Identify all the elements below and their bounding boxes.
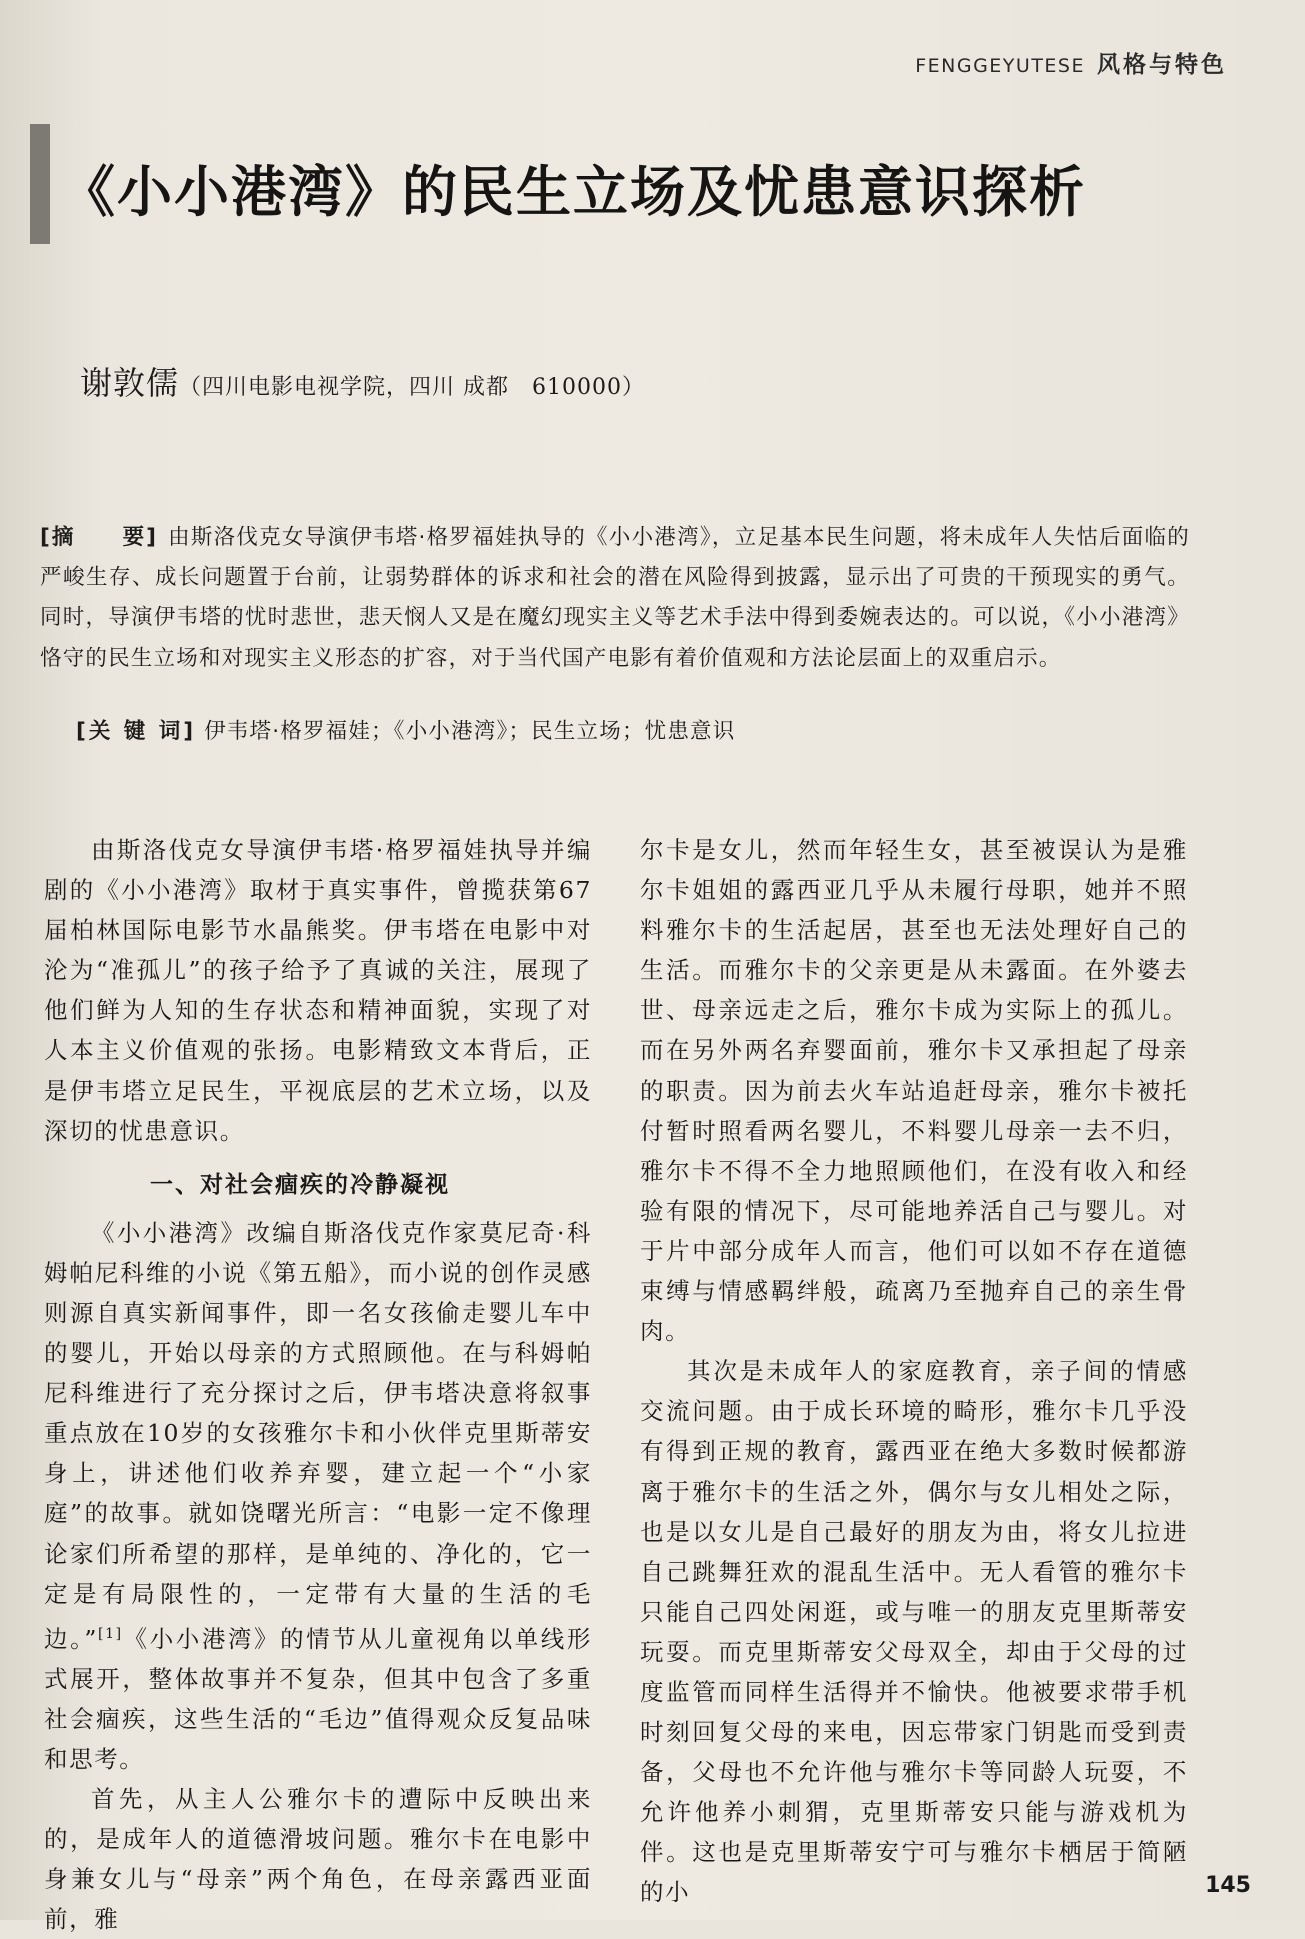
keywords-label: [关 键 词]: [76, 719, 197, 744]
paragraph-text: 《小小港湾》改编自斯洛伐克作家莫尼奇·科姆帕尼科维的小说《第五船》，而小说的创作灵感则源自真实新闻事件，即一名女孩偷走婴儿车中的婴儿，开始以母亲的方式照顾他。在与科姆帕尼科维进行了充分探讨之后，伊韦塔决意将叙事重点放在10岁的女孩雅尔卡和小伙伴克里斯蒂安身上，讲述他们收养弃婴，建立起一个“小家庭”的故事。就如饶曙光所言：“电影一定不像理论家们所希望的那样，是单纯的、净化的，它一定是有局限性的，一定带有大量的生活的毛边。”: [44, 1218, 592, 1653]
citation-marker: [1]: [98, 1625, 123, 1642]
page-number: 145: [1205, 1873, 1251, 1898]
keywords-text: 伊韦塔·格罗福娃；《小小港湾》；民生立场；忧患意识: [204, 719, 736, 744]
section-name-latin: FENGGEYUTESE: [915, 55, 1085, 77]
section-name-chinese: 风格与特色: [1097, 52, 1227, 78]
keywords: [76, 714, 1196, 745]
body-paragraph: [44, 1213, 592, 1779]
paragraph-text: 《小小港湾》的情节从儿童视角以单线形式展开，整体故事并不复杂，但其中包含了多重社会痼疾，这些生活的“毛边”值得观众反复品味和思考。: [44, 1624, 592, 1773]
author-name: 谢敦儒: [80, 364, 180, 402]
section-header: [915, 46, 1227, 79]
abstract-text: 由斯洛伐克女导演伊韦塔·格罗福娃执导的《小小港湾》，立足基本民生问题，将未成年人失怙后面临的严峻生存、成长问题置于台前，让弱势群体的诉求和社会的潜在风险得到披露，显示出了可贵的干预现实的勇气。同时，导演伊韦塔的忧时悲世，悲天悯人又是在魔幻现实主义等艺术手法中得到委婉表达的。可以说，《小小港湾》恪守的民生立场和对现实主义形态的扩容，对于当代国产电影有着价值观和方法论层面上的双重启示。: [40, 525, 1191, 671]
article-title: 《小小港湾》的民生立场及忧患意识探析: [60, 160, 1087, 224]
body-paragraph: 其次是未成年人的家庭教育，亲子间的情感交流问题。由于成长环境的畸形，雅尔卡几乎没有得到正规的教育，露西亚在绝大多数时候都游离于雅尔卡的生活之外，偶尔与女儿相处之际，也是以女儿是自己最好的朋友为由，将女儿拉进自己跳舞狂欢的混乱生活中。无人看管的雅尔卡只能自己四处闲逛，或与唯一的朋友克里斯蒂安玩耍。而克里斯蒂安父母双全，却由于父母的过度监管而同样生活得并不愉快。他被要求带手机时刻回复父母的来电，因忘带家门钥匙而受到责备，父母也不允许他与雅尔卡等同龄人玩耍，不允许他养小刺猬，克里斯蒂安只能与游戏机为伴。这也是克里斯蒂安宁可与雅尔卡栖居于简陋的小: [640, 1357, 1188, 1907]
abstract: [40, 518, 1190, 679]
right-column: [640, 830, 1188, 1913]
section-heading: 一、对社会痼疾的冷静凝视: [150, 1171, 450, 1198]
body-paragraph: 由斯洛伐克女导演伊韦塔·格罗福娃执导并编剧的《小小港湾》取材于真实事件，曾揽获第67届柏林国际电影节水晶熊奖。伊韦塔在电影中对沦为“准孤儿”的孩子给予了真诚的关注，展现了他们鲜为人知的生存状态和精神面貌，实现了对人本主义价值观的张扬。电影精致文本背后，正是伊韦塔立足民生，平视底层的艺术立场，以及深切的忧患意识。: [44, 836, 592, 1145]
title-accent-bar: [30, 124, 50, 244]
author-affiliation: （四川电影电视学院，四川 成都 610000）: [179, 375, 645, 400]
left-column: [44, 830, 592, 1939]
body-paragraph: 首先，从主人公雅尔卡的遭际中反映出来的，是成年人的道德滑坡问题。雅尔卡在电影中身兼女儿与“母亲”两个角色，在母亲露西亚面前，雅: [44, 1784, 592, 1934]
body-paragraph: 尔卡是女儿，然而年轻生女，甚至被误认为是雅尔卡姐姐的露西亚几乎从未履行母职，她并不照料雅尔卡的生活起居，甚至也无法处理好自己的生活。而雅尔卡的父亲更是从未露面。在外婆去世、母亲远走之后，雅尔卡成为实际上的孤儿。而在另外两名弃婴面前，雅尔卡又承担起了母亲的职责。因为前去火车站追赶母亲，雅尔卡被托付暂时照看两名婴儿，不料婴儿母亲一去不归，雅尔卡不得不全力地照顾他们，在没有收入和经验有限的情况下，尽可能地养活自己与婴儿。对于片中部分成年人而言，他们可以如不存在道德束缚与情感羁绊般，疏离乃至抛弃自己的亲生骨肉。: [640, 836, 1188, 1346]
author-line: [80, 358, 645, 404]
abstract-label: [摘 要]: [40, 525, 159, 550]
